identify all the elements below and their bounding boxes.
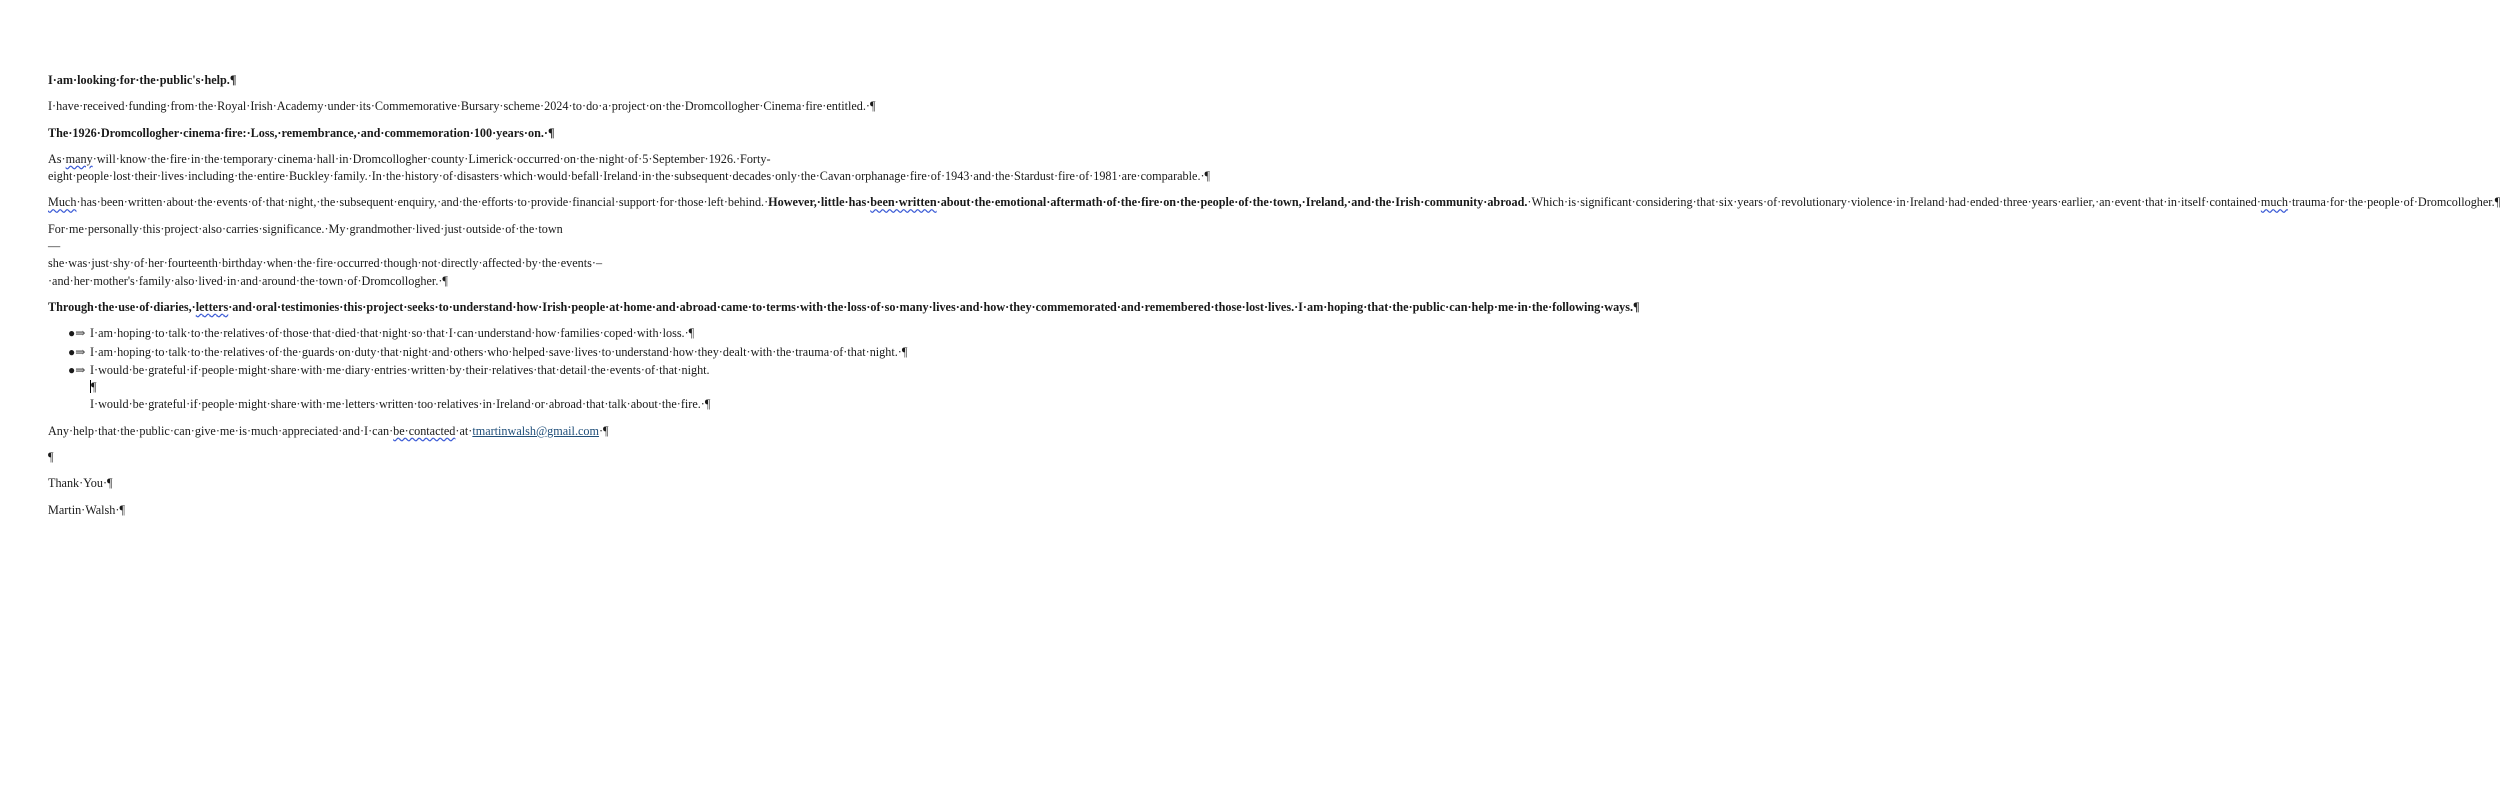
paragraph-method bbox=[48, 299, 1640, 316]
grammar-flag[interactable]: many bbox=[65, 151, 93, 166]
bullet-icon: ●⇒ bbox=[68, 362, 86, 377]
bold-run: Through·the·use·of·diaries,· bbox=[48, 299, 196, 314]
paragraph-mark: ¶ bbox=[91, 380, 97, 395]
list-item bbox=[48, 325, 695, 342]
thanks-line: Thank·You·¶ bbox=[48, 476, 113, 491]
paragraph-contact bbox=[48, 423, 609, 440]
text-run: ·will·know·the·fire·in·the·temporary·cinema·hall·in·Dromcollogher·county·Limerick·occurred·on·the·night·of·5·September·1926.·Forty-eight·people·lost·their·lives·including·the·entire·Buckley·family.·In·the·history·of·disasters·which·would·befall·Ireland·in·the·subsequent·decades·only·the·Cavan·orphanage·fire·of·1943·and·the·Stardust·fire·of·1981·are·comparable.·¶ bbox=[48, 151, 1211, 184]
list-item-text: I·am·hoping·to·talk·to·the·relatives·of·those·that·died·that·night·so·that·I·can·understand·how·families·coped·with·loss.·¶ bbox=[90, 326, 695, 341]
signature-line: Martin·Walsh·¶ bbox=[48, 502, 125, 517]
text-run: ·¶ bbox=[598, 423, 609, 438]
list-item-text: I·would·be·grateful·if·people·might·share·with·me·letters·written·too·relatives·in·Ireland·or·abroad·that·talk·about·the·fire.·¶ bbox=[90, 397, 711, 412]
text-run: ·trauma·for·the·people·of·Dromcollogher.¶ bbox=[2287, 195, 2500, 210]
list-item-text: I·would·be·grateful·if·people·might·share·with·me·diary·entries·written·by·their·relatives·that·detail·the·events·of·that·night. bbox=[90, 362, 710, 377]
list-item bbox=[48, 362, 711, 414]
text-run: Any·help·that·the·public·can·give·me·is·much·appreciated·and·I·can· bbox=[48, 423, 394, 438]
empty-paragraph: ¶ bbox=[48, 450, 54, 465]
bold-run: However,·little·has· bbox=[768, 195, 871, 210]
bold-run: ·about·the·emotional·aftermath·of·the·fire·on·the·people·of·the·town,·Ireland,·and·the·Irish·community·abroad. bbox=[936, 195, 1528, 210]
intro-paragraph: I·have·received·funding·from·the·Royal·Irish·Academy·under·its·Commemorative·Bursary·scheme·2024·to·do·a·project·on·the·Dromcollogher·Cinema·fire·entitled.·¶ bbox=[48, 99, 876, 114]
grammar-flag[interactable]: Much bbox=[48, 195, 77, 210]
paragraph-personal: For·me·personally·this·project·also·carries·significance.·My·grandmother·lived·just·outside·of·the·town—she·was·just·shy·of·her·fourteenth·birthday·when·the·fire·occurred·though·not·directly·affected·by·the·events·–·and·her·mother's·family·also·lived·in·and·around·the·town·of·Dromcollogher.·¶ bbox=[48, 221, 603, 288]
document-heading: I·am·looking·for·the·public's·help.¶ bbox=[48, 73, 237, 87]
document-page bbox=[48, 72, 2500, 528]
text-run: As· bbox=[48, 151, 66, 166]
text-run: ·at· bbox=[455, 423, 473, 438]
project-title-text: The·1926·Dromcollogher·cinema·fire:·Loss,·remembrance,·and·commemoration·100·years·on.·¶ bbox=[48, 125, 555, 140]
grammar-flag[interactable]: much bbox=[2260, 195, 2288, 210]
grammar-flag[interactable]: letters bbox=[195, 299, 229, 314]
text-run: ·Which·is·significant·considering·that·six·years·of·revolutionary·violence·in·Ireland·had·ended·three·years·earlier,·an·event·that·in·itself·contained· bbox=[1527, 195, 2261, 210]
email-link[interactable]: tmartinwalsh@gmail.com bbox=[472, 423, 599, 438]
text-run: ·has·been·written·about·the·events·of·that·night,·the·subsequent·enquiry,·and·the·efforts·to·provide·financial·support·for·those·left·behind.· bbox=[76, 195, 769, 210]
list-item bbox=[48, 344, 908, 361]
bullet-icon: ●⇒ bbox=[68, 326, 86, 341]
help-list bbox=[48, 325, 908, 413]
grammar-flag[interactable]: been·written bbox=[870, 195, 937, 210]
project-title bbox=[48, 125, 555, 142]
paragraph-background bbox=[48, 151, 1211, 186]
list-item-text: I·am·hoping·to·talk·to·the·relatives·of·the·guards·on·duty·that·night·and·others·who·helped·save·lives·to·understand·how·they·dealt·with·the·trauma·of·that·night.·¶ bbox=[90, 344, 908, 359]
bullet-icon: ●⇒ bbox=[68, 344, 86, 359]
grammar-flag[interactable]: be·contacted bbox=[393, 423, 456, 438]
paragraph-written-about bbox=[48, 194, 2500, 211]
bold-run: ·and·oral·testimonies·this·project·seeks·to·understand·how·Irish·people·at·home·and·abroad·came·to·terms·with·the·loss·of·so·many·lives·and·how·they·commemorated·and·remembered·those·lost·lives.·I·am·hoping·that·the·public·can·help·me·in·the·following·ways.¶ bbox=[228, 299, 1640, 314]
